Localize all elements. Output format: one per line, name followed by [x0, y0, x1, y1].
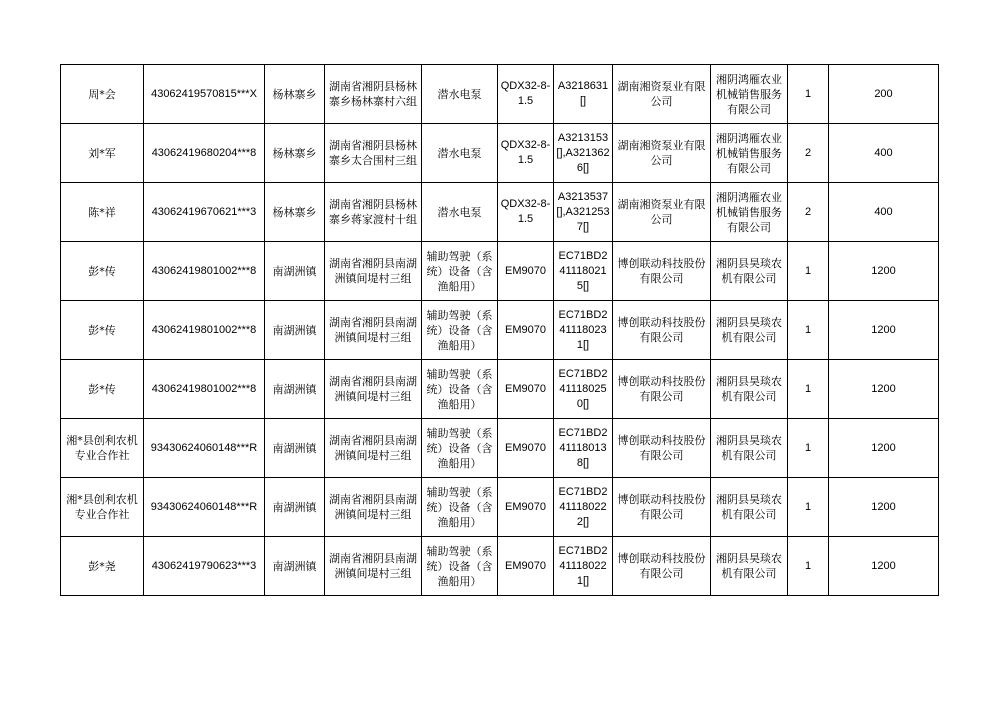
model-cell: QDX32-8-1.5: [498, 183, 554, 242]
manufacturer-cell: 湖南湘资泵业有限公司: [613, 65, 711, 124]
address-cell: 湖南省湘阴县南湖洲镇间堤村三组: [325, 242, 422, 301]
table-row: [61, 478, 939, 537]
address-cell: 湖南省湘阴县南湖洲镇间堤村三组: [325, 419, 422, 478]
serial-number-cell: EC71BD241118022 2[]: [554, 478, 613, 537]
serial-number-cell: A3218631[]: [554, 65, 613, 124]
table-row: [61, 183, 939, 242]
model-cell: EM9070: [498, 360, 554, 419]
machine-type-cell: 辅助驾驶（系统）设备（含渔船用）: [422, 360, 498, 419]
dealer-cell: 湘阴县昊琰农机有限公司: [711, 360, 788, 419]
model-cell: EM9070: [498, 419, 554, 478]
township-cell: 杨林寨乡: [265, 183, 325, 242]
machine-type-cell: 辅助驾驶（系统）设备（含渔船用）: [422, 301, 498, 360]
table-row: [61, 537, 939, 596]
machine-type-cell: 潜水电泵: [422, 124, 498, 183]
quantity-cell: 2: [788, 124, 829, 183]
serial-number-cell: EC71BD241118025 0[]: [554, 360, 613, 419]
dealer-cell: 湘阴县昊琰农机有限公司: [711, 537, 788, 596]
serial-number-cell: EC71BD241118021 5[]: [554, 242, 613, 301]
manufacturer-cell: 博创联动科技股份有限公司: [613, 478, 711, 537]
buyer-name-cell: 刘*军: [61, 124, 144, 183]
id-number-cell: 43062419801002***8: [144, 301, 265, 360]
address-cell: 湖南省湘阴县杨林寨乡蒋家渡村十组: [325, 183, 422, 242]
address-cell: 湖南省湘阴县南湖洲镇间堤村三组: [325, 537, 422, 596]
quantity-cell: 1: [788, 360, 829, 419]
model-cell: EM9070: [498, 478, 554, 537]
subsidy-amount-cell: 1200: [829, 301, 939, 360]
table-row: [61, 301, 939, 360]
serial-number-cell: EC71BD241118013 8[]: [554, 419, 613, 478]
township-cell: 南湖洲镇: [265, 478, 325, 537]
id-number-cell: 43062419680204***8: [144, 124, 265, 183]
machine-type-cell: 潜水电泵: [422, 65, 498, 124]
serial-number-cell: A3213537[],A3212537[]: [554, 183, 613, 242]
table-row: [61, 360, 939, 419]
manufacturer-cell: 博创联动科技股份有限公司: [613, 360, 711, 419]
subsidy-amount-cell: 400: [829, 183, 939, 242]
township-cell: 南湖洲镇: [265, 360, 325, 419]
subsidy-amount-cell: 1200: [829, 242, 939, 301]
machine-type-cell: 辅助驾驶（系统）设备（含渔船用）: [422, 537, 498, 596]
address-cell: 湖南省湘阴县杨林寨乡太合围村三组: [325, 124, 422, 183]
township-cell: 杨林寨乡: [265, 65, 325, 124]
model-cell: EM9070: [498, 301, 554, 360]
machine-type-cell: 辅助驾驶（系统）设备（含渔船用）: [422, 242, 498, 301]
serial-number-cell: EC71BD241118023 1[]: [554, 301, 613, 360]
manufacturer-cell: 湖南湘资泵业有限公司: [613, 124, 711, 183]
address-cell: 湖南省湘阴县南湖洲镇间堤村三组: [325, 360, 422, 419]
township-cell: 南湖洲镇: [265, 537, 325, 596]
buyer-name-cell: 彭*传: [61, 242, 144, 301]
dealer-cell: 湘阴县昊琰农机有限公司: [711, 419, 788, 478]
quantity-cell: 1: [788, 242, 829, 301]
manufacturer-cell: 湖南湘资泵业有限公司: [613, 183, 711, 242]
buyer-name-cell: 陈*祥: [61, 183, 144, 242]
quantity-cell: 1: [788, 65, 829, 124]
model-cell: QDX32-8-1.5: [498, 124, 554, 183]
quantity-cell: 1: [788, 301, 829, 360]
id-number-cell: 43062419801002***8: [144, 360, 265, 419]
model-cell: EM9070: [498, 537, 554, 596]
quantity-cell: 1: [788, 419, 829, 478]
model-cell: EM9070: [498, 242, 554, 301]
quantity-cell: 1: [788, 478, 829, 537]
address-cell: 湖南省湘阴县杨林寨乡杨林寨村六组: [325, 65, 422, 124]
subsidy-amount-cell: 400: [829, 124, 939, 183]
subsidy-amount-cell: 1200: [829, 537, 939, 596]
manufacturer-cell: 博创联动科技股份有限公司: [613, 419, 711, 478]
address-cell: 湖南省湘阴县南湖洲镇间堤村三组: [325, 478, 422, 537]
subsidy-amount-cell: 200: [829, 65, 939, 124]
table-body: [61, 65, 939, 596]
dealer-cell: 湘阴县昊琰农机有限公司: [711, 242, 788, 301]
subsidy-table: [60, 64, 939, 596]
buyer-name-cell: 彭*尧: [61, 537, 144, 596]
manufacturer-cell: 博创联动科技股份有限公司: [613, 301, 711, 360]
quantity-cell: 1: [788, 537, 829, 596]
subsidy-amount-cell: 1200: [829, 478, 939, 537]
manufacturer-cell: 博创联动科技股份有限公司: [613, 242, 711, 301]
table-row: [61, 419, 939, 478]
id-number-cell: 43062419570815***X: [144, 65, 265, 124]
table-row: [61, 242, 939, 301]
machine-type-cell: 辅助驾驶（系统）设备（含渔船用）: [422, 478, 498, 537]
township-cell: 南湖洲镇: [265, 242, 325, 301]
township-cell: 南湖洲镇: [265, 419, 325, 478]
subsidy-amount-cell: 1200: [829, 419, 939, 478]
serial-number-cell: EC71BD241118022 1[]: [554, 537, 613, 596]
dealer-cell: 湘阴县昊琰农机有限公司: [711, 478, 788, 537]
township-cell: 南湖洲镇: [265, 301, 325, 360]
machine-type-cell: 辅助驾驶（系统）设备（含渔船用）: [422, 419, 498, 478]
dealer-cell: 湘阴县昊琰农机有限公司: [711, 301, 788, 360]
manufacturer-cell: 博创联动科技股份有限公司: [613, 537, 711, 596]
buyer-name-cell: 彭*传: [61, 301, 144, 360]
id-number-cell: 43062419670621***3: [144, 183, 265, 242]
buyer-name-cell: 湘*县创利农机专业合作社: [61, 419, 144, 478]
dealer-cell: 湘阴鸿雁农业机械销售服务有限公司: [711, 183, 788, 242]
id-number-cell: 43062419801002***8: [144, 242, 265, 301]
dealer-cell: 湘阴鸿雁农业机械销售服务有限公司: [711, 65, 788, 124]
table-row: [61, 65, 939, 124]
buyer-name-cell: 湘*县创利农机专业合作社: [61, 478, 144, 537]
subsidy-amount-cell: 1200: [829, 360, 939, 419]
id-number-cell: 93430624060148***R: [144, 478, 265, 537]
serial-number-cell: A3213153[],A3213626[]: [554, 124, 613, 183]
table-row: [61, 124, 939, 183]
model-cell: QDX32-8-1.5: [498, 65, 554, 124]
id-number-cell: 43062419790623***3: [144, 537, 265, 596]
machine-type-cell: 潜水电泵: [422, 183, 498, 242]
address-cell: 湖南省湘阴县南湖洲镇间堤村三组: [325, 301, 422, 360]
buyer-name-cell: 周*会: [61, 65, 144, 124]
buyer-name-cell: 彭*传: [61, 360, 144, 419]
quantity-cell: 2: [788, 183, 829, 242]
township-cell: 杨林寨乡: [265, 124, 325, 183]
id-number-cell: 93430624060148***R: [144, 419, 265, 478]
dealer-cell: 湘阴鸿雁农业机械销售服务有限公司: [711, 124, 788, 183]
